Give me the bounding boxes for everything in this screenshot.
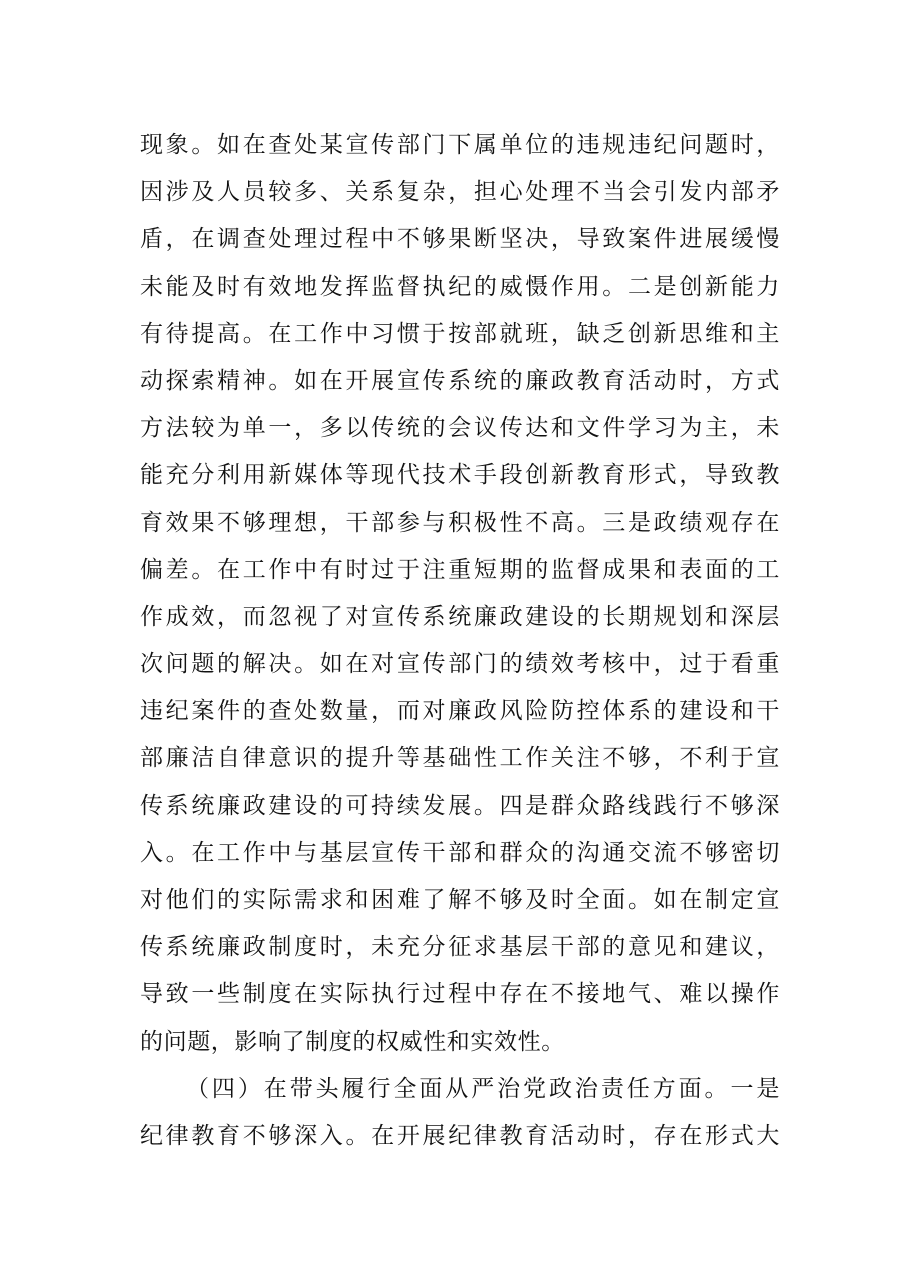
text-line-7: 方法较为单一，多以传统的会议传达和文件学习为主，未 <box>140 415 780 442</box>
text-line-19: 导致一些制度在实际执行过程中存在不接地气、难以操作 <box>140 981 780 1008</box>
text-line-1: 现象。如在查处某宣传部门下属单位的违规违纪问题时， <box>140 132 780 158</box>
text-line-15: 传系统廉政建设的可持续发展。四是群众路线践行不够深 <box>140 792 780 819</box>
body-text <box>140 122 780 1160</box>
text-line-16: 入。在工作中与基层宣传干部和群众的沟通交流不够密切 <box>140 839 780 866</box>
section-heading-line: （四）在带头履行全面从严治党政治责任方面。一是 <box>186 1075 780 1102</box>
text-line-6: 动探索精神。如在开展宣传系统的廉政教育活动时，方式 <box>140 367 780 394</box>
text-line-10: 偏差。在工作中有时过于注重短期的监督成果和表面的工 <box>140 556 780 583</box>
text-line-5: 有待提高。在工作中习惯于按部就班，缺乏创新思维和主 <box>140 320 780 347</box>
text-line-2: 因涉及人员较多、关系复杂，担心处理不当会引发内部矛 <box>140 179 780 206</box>
text-line-3: 盾，在调查处理过程中不够果断坚决，导致案件进展缓慢 <box>140 226 780 253</box>
text-line-17: 对他们的实际需求和困难了解不够及时全面。如在制定宣 <box>140 887 780 913</box>
text-line-20: 的问题，影响了制度的权威性和实效性。 <box>140 1028 565 1055</box>
text-line-22: 纪律教育不够深入。在开展纪律教育活动时，存在形式大 <box>140 1122 780 1149</box>
text-line-14: 部廉洁自律意识的提升等基础性工作关注不够，不利于宣 <box>140 745 780 772</box>
text-line-9: 育效果不够理想，干部参与积极性不高。三是政绩观存在 <box>140 509 780 536</box>
text-line-13: 违纪案件的查处数量，而对廉政风险防控体系的建设和干 <box>140 698 780 725</box>
text-line-11: 作成效，而忽视了对宣传系统廉政建设的长期规划和深层 <box>140 603 780 630</box>
text-line-4: 未能及时有效地发挥监督执纪的威慑作用。二是创新能力 <box>140 273 780 300</box>
text-line-8: 能充分利用新媒体等现代技术手段创新教育形式，导致教 <box>140 462 780 489</box>
text-line-18: 传系统廉政制度时，未充分征求基层干部的意见和建议， <box>140 934 780 961</box>
text-line-12: 次问题的解决。如在对宣传部门的绩效考核中，过于看重 <box>140 651 780 678</box>
